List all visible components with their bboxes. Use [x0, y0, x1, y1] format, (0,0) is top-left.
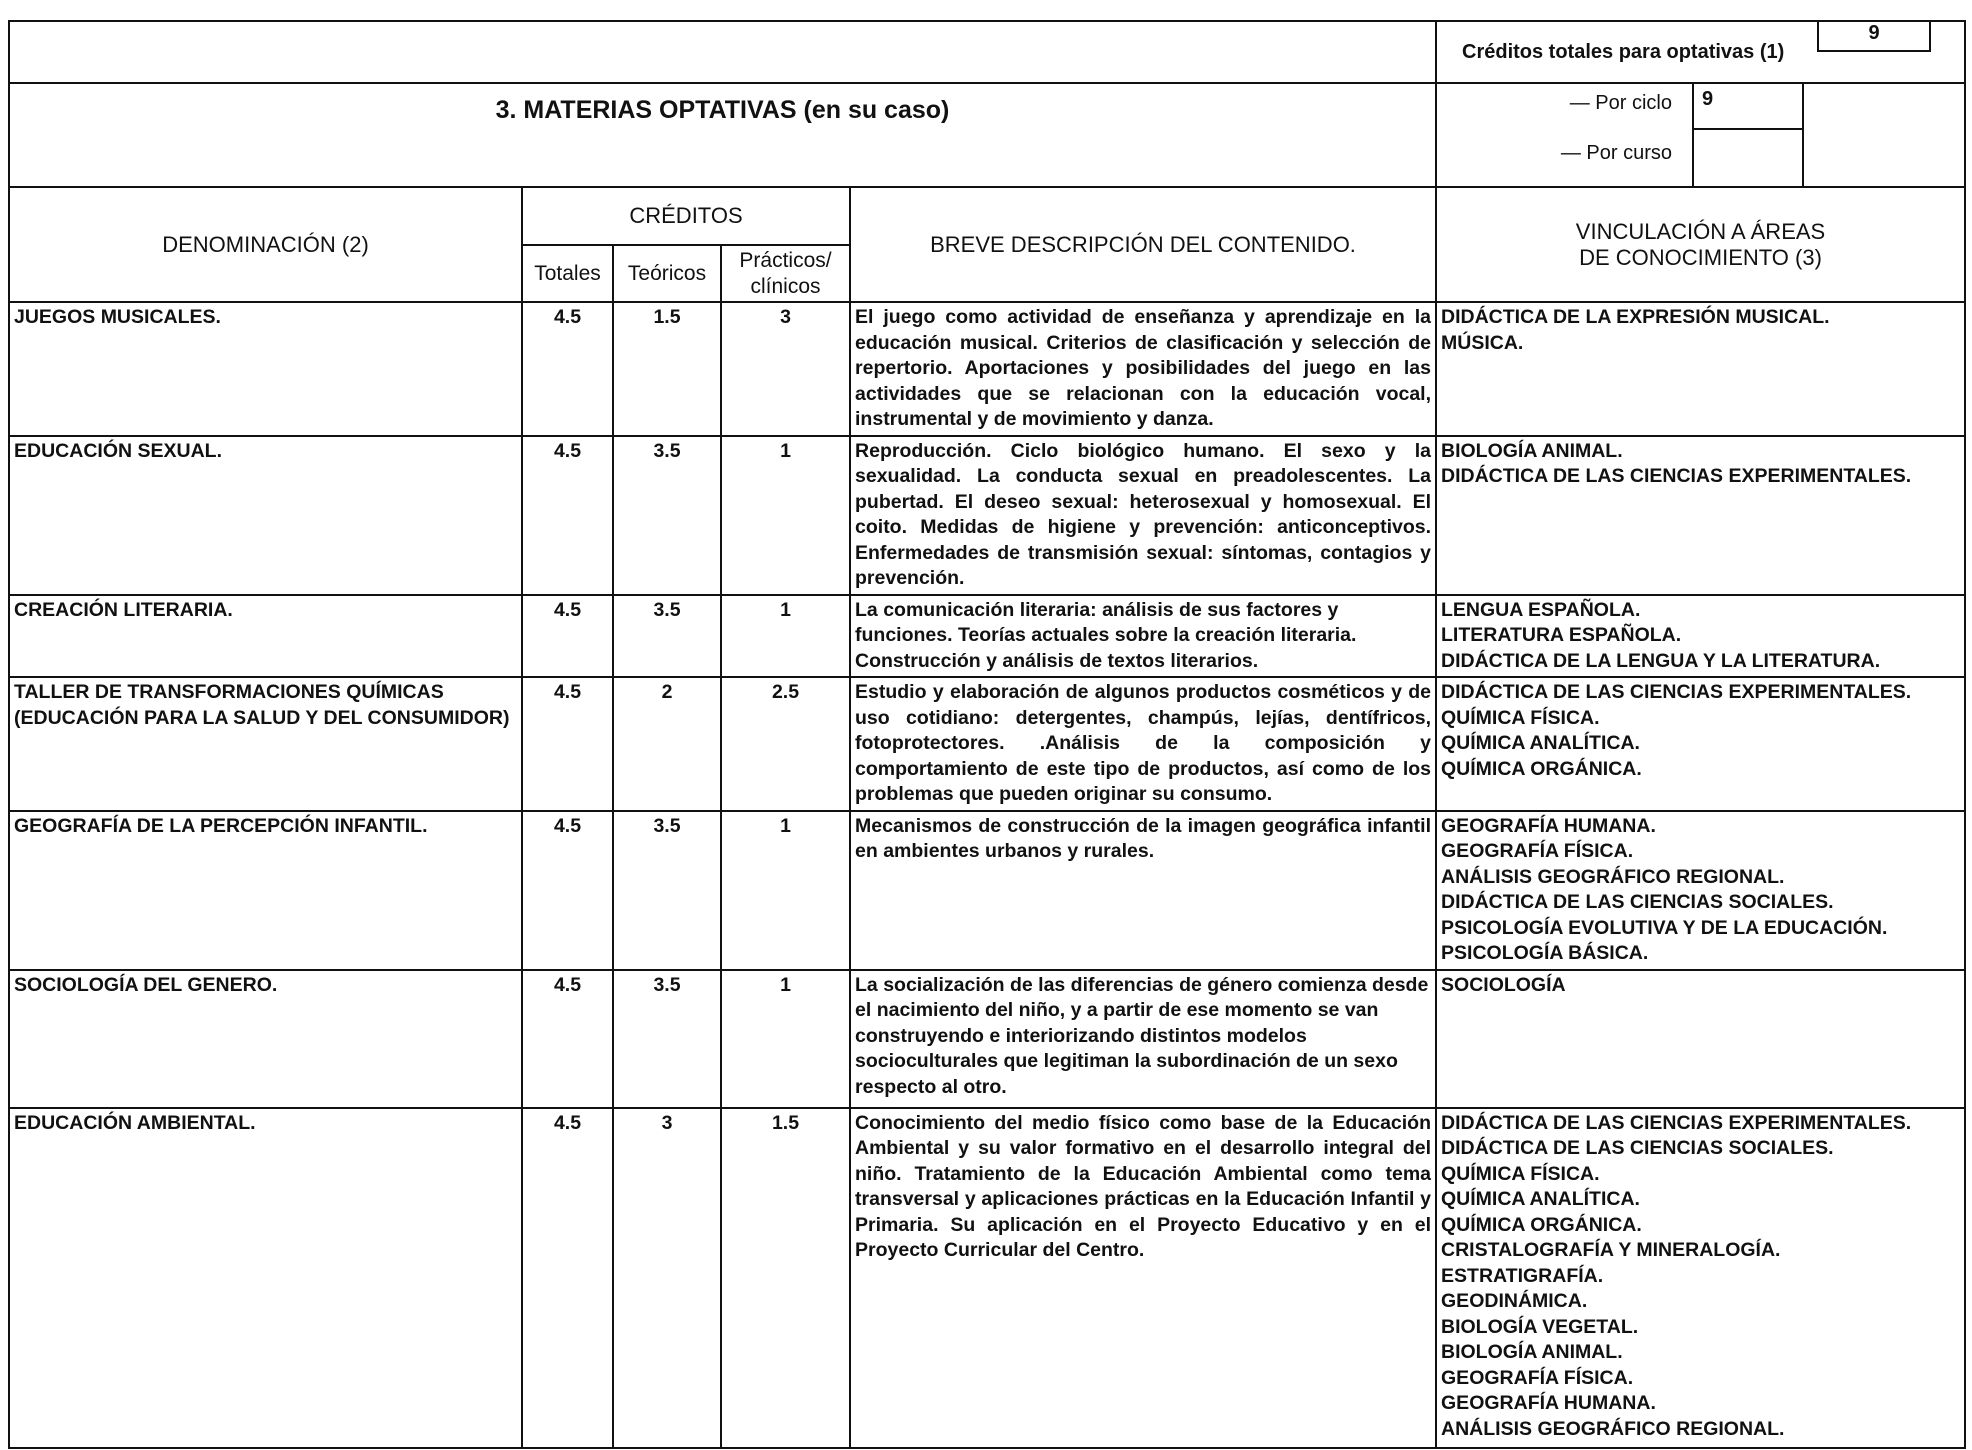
knowledge-areas	[1436, 595, 1965, 678]
header-table	[8, 20, 1966, 188]
subjects-table	[8, 188, 1966, 1449]
credits-theory: 1.5	[613, 302, 721, 436]
credits-theory: 2	[613, 677, 721, 811]
subject-name: CREACIÓN LITERARIA.	[9, 595, 522, 678]
area-item: GEOGRAFÍA FÍSICA.	[1441, 1366, 1634, 1389]
denominacion-header: DENOMINACIÓN (2)	[9, 188, 522, 302]
credits-practice: 1.5	[721, 1108, 850, 1448]
knowledge-areas	[1436, 302, 1965, 436]
credits-total: 4.5	[522, 811, 613, 970]
subject-name: SOCIOLOGÍA DEL GENERO.	[9, 970, 522, 1108]
table-row	[9, 302, 1965, 436]
document-page	[8, 20, 1964, 1440]
vinculacion-header-line2: DE CONOCIMIENTO (3)	[1579, 244, 1822, 270]
per-course-label: — Por curso	[1560, 142, 1672, 164]
cycle-labels-cell	[1436, 83, 1693, 187]
creditos-header: CRÉDITOS	[522, 188, 850, 245]
area-item: PSICOLOGÍA BÁSICA.	[1441, 942, 1649, 964]
table-row	[9, 970, 1965, 1108]
subject-description: Mecanismos de construcción de la imagen geográfica infantil en ambientes urbanos y rurales.	[850, 811, 1436, 970]
credits-practice: 1	[721, 595, 850, 678]
total-credits-value: 9	[1868, 22, 1880, 44]
credits-total: 4.5	[522, 970, 613, 1108]
credits-total: 4.5	[522, 436, 613, 595]
knowledge-areas	[1436, 436, 1965, 595]
credits-theory: 3.5	[613, 436, 721, 595]
subject-description: El juego como actividad de enseñanza y aprendizaje en la educación musical. Criterios de clasificación y selección de repertorio. Aportaciones y posibilidades del juego en las actividades que se relacionan con la educación vocal, instrumental y de movimiento y danza.	[850, 302, 1436, 436]
subject-description: La comunicación literaria: análisis de sus factores y funciones. Teorías actuales sobre la creación literaria. Construcción y análisis de textos literarios.	[850, 595, 1436, 678]
table-row	[9, 811, 1965, 970]
area-item: ESTRATIGRAFÍA.	[1441, 1264, 1604, 1287]
per-cycle-box	[1694, 84, 1802, 130]
per-cycle-label: — Por ciclo	[1569, 92, 1672, 114]
area-item: GEOGRAFÍA HUMANA.	[1441, 1392, 1656, 1414]
area-item: DIDÁCTICA DE LAS CIENCIAS EXPERIMENTALES.	[1441, 1111, 1912, 1134]
area-item: DIDÁCTICA DE LA LENGUA Y LA LITERATURA.	[1441, 649, 1881, 672]
credits-practice: 1	[721, 436, 850, 595]
table-row	[9, 677, 1965, 811]
credits-total: 4.5	[522, 677, 613, 811]
area-item: BIOLOGÍA ANIMAL.	[1441, 1341, 1623, 1363]
knowledge-areas	[1436, 970, 1965, 1108]
subject-description: Estudio y elaboración de algunos productos cosméticos y de uso cotidiano: detergentes, champús, lejías, dentífricos, fotoprotectores. .Análisis de la composición y comportamiento de este tipo de productos, así como de los problemas que pueden originar su consumo.	[850, 677, 1436, 811]
area-item: GEOGRAFÍA HUMANA.	[1441, 814, 1656, 837]
knowledge-areas	[1436, 677, 1965, 811]
table-row	[9, 1108, 1965, 1448]
area-item: CRISTALOGRAFÍA Y MINERALOGÍA.	[1441, 1239, 1781, 1261]
subject-name: TALLER DE TRANSFORMACIONES QUÍMICAS (EDUCACIÓN PARA LA SALUD Y DEL CONSUMIDOR)	[9, 677, 522, 811]
subject-name: JUEGOS MUSICALES.	[9, 302, 522, 436]
subject-name: GEOGRAFÍA DE LA PERCEPCIÓN INFANTIL.	[9, 811, 522, 970]
credits-total: 4.5	[522, 1108, 613, 1448]
area-item: QUÍMICA ANALÍTICA.	[1441, 732, 1640, 754]
credits-theory: 3.5	[613, 811, 721, 970]
subject-description: La socialización de las diferencias de género comienza desde el nacimiento del niño, y a partir de ese momento se van construyendo e interiorizando distintos modelos socioculturales que legitiman la subordinación de un sexo respecto al otro.	[850, 970, 1436, 1108]
area-item: DIDÁCTICA DE LAS CIENCIAS SOCIALES.	[1441, 891, 1834, 913]
credits-practice: 1	[721, 970, 850, 1108]
area-item: ANÁLISIS GEOGRÁFICO REGIONAL.	[1441, 1417, 1785, 1440]
table-row	[9, 595, 1965, 678]
total-credits-label: Créditos totales para optativas (1)	[1462, 41, 1785, 63]
knowledge-areas	[1436, 811, 1965, 970]
credits-practice: 2.5	[721, 677, 850, 811]
vinculacion-header	[1436, 188, 1965, 302]
area-item: SOCIOLOGÍA	[1441, 973, 1566, 996]
title-cell	[9, 83, 1436, 187]
total-credits-box	[1817, 22, 1931, 52]
area-item: GEODINÁMICA.	[1441, 1290, 1588, 1312]
header-blank-cell	[9, 21, 1436, 83]
subject-description: Reproducción. Ciclo biológico humano. El sexo y la sexualidad. La conducta sexual en preadolescentes. La pubertad. El deseo sexual: heterosexual y homosexual. El coito. Medidas de higiene y prevención: anticonceptivos. Enfermedades de transmisión sexual: síntomas, contagios y prevención.	[850, 436, 1436, 595]
credits-total: 4.5	[522, 595, 613, 678]
descripcion-header: BREVE DESCRIPCIÓN DEL CONTENIDO.	[850, 188, 1436, 302]
credits-theory: 3.5	[613, 970, 721, 1108]
area-item: GEOGRAFÍA FÍSICA.	[1441, 840, 1634, 862]
credits-practice: 1	[721, 811, 850, 970]
area-item: BIOLOGÍA ANIMAL.	[1441, 439, 1623, 462]
subject-description: Conocimiento del medio físico como base de la Educación Ambiental y su valor formativo en el desarrollo integral del niño. Tratamiento de la Educación Ambiental como tema transversal y aplicaciones prácticas en la Educación Infantil y Primaria. Su aplicación en el Proyecto Educativo y en el Proyecto Curricular del Centro.	[850, 1108, 1436, 1448]
subject-name: EDUCACIÓN SEXUAL.	[9, 436, 522, 595]
area-item: QUÍMICA FÍSICA.	[1441, 706, 1600, 729]
per-course-box	[1694, 130, 1802, 186]
totales-header: Totales	[522, 245, 613, 302]
area-item: DIDÁCTICA DE LAS CIENCIAS EXPERIMENTALES.	[1441, 465, 1912, 487]
cycle-values-cell	[1693, 83, 1803, 187]
area-item: QUÍMICA FÍSICA.	[1441, 1162, 1600, 1185]
area-item: ANÁLISIS GEOGRÁFICO REGIONAL.	[1441, 865, 1785, 888]
area-item: MÚSICA.	[1441, 331, 1524, 354]
knowledge-areas	[1436, 1108, 1965, 1448]
credits-theory: 3.5	[613, 595, 721, 678]
subject-name: EDUCACIÓN AMBIENTAL.	[9, 1108, 522, 1448]
vinculacion-header-line1: VINCULACIÓN A ÁREAS	[1575, 218, 1826, 244]
area-item: DIDÁCTICA DE LA EXPRESIÓN MUSICAL.	[1441, 306, 1830, 328]
area-item: DIDÁCTICA DE LAS CIENCIAS EXPERIMENTALES.	[1441, 681, 1912, 703]
practicos-header: Prácticos/ clínicos	[721, 245, 850, 302]
area-item: QUÍMICA ANALÍTICA.	[1441, 1188, 1640, 1210]
per-cycle-value: 9	[1702, 88, 1714, 110]
area-item: LENGUA ESPAÑOLA.	[1441, 598, 1641, 621]
credits-theory: 3	[613, 1108, 721, 1448]
area-item: BIOLOGÍA VEGETAL.	[1441, 1315, 1639, 1338]
area-item: QUÍMICA ORGÁNICA.	[1441, 757, 1642, 780]
table-row	[9, 436, 1965, 595]
area-item: DIDÁCTICA DE LAS CIENCIAS SOCIALES.	[1441, 1137, 1834, 1159]
teoricos-header: Teóricos	[613, 245, 721, 302]
credits-total: 4.5	[522, 302, 613, 436]
area-item: LITERATURA ESPAÑOLA.	[1441, 624, 1682, 646]
header-right-blank	[1803, 83, 1965, 187]
area-item: QUÍMICA ORGÁNICA.	[1441, 1213, 1642, 1236]
section-title: 3. MATERIAS OPTATIVAS (en su caso)	[495, 96, 950, 124]
area-item: PSICOLOGÍA EVOLUTIVA Y DE LA EDUCACIÓN.	[1441, 916, 1888, 939]
credits-practice: 3	[721, 302, 850, 436]
total-credits-cell	[1436, 21, 1965, 83]
